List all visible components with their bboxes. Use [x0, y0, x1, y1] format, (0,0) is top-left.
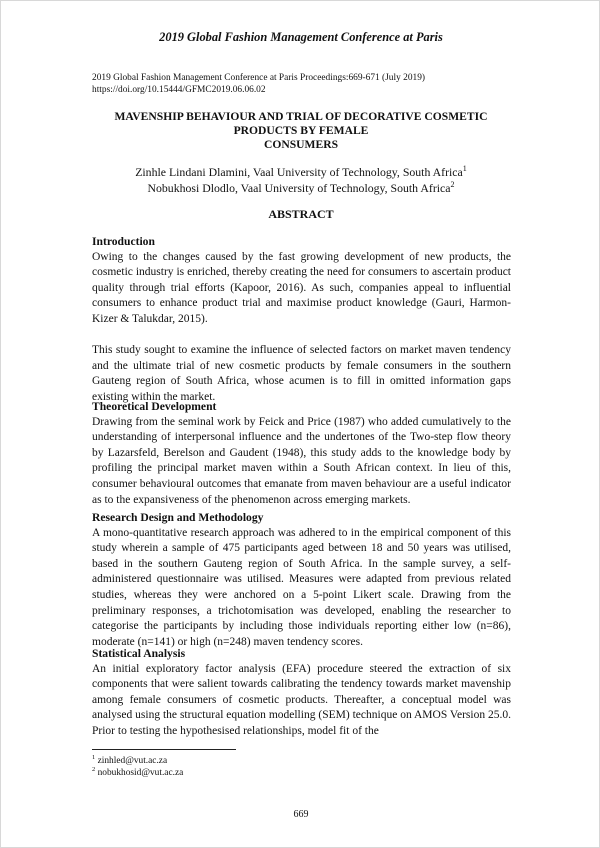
footnote-marker: 2 [92, 766, 96, 773]
section-heading: Statistical Analysis [92, 647, 186, 660]
doi-link[interactable]: https://doi.org/10.15444/GFMC2019.06.06.02 [92, 84, 266, 95]
section-introduction [92, 234, 511, 406]
section-theoretical-development [92, 399, 511, 508]
abstract-heading: ABSTRACT [268, 207, 334, 221]
paragraph: A mono-quantitative research approach was adhered to in the empirical component of this study wherein a sample of 475 participants aged between 18 and 50 years was utilised, based in the southern Gauteng region of South Africa. In the sample survey, a self-administered questionnaire was utilised. Measures were adapted from previous related studies, whereas they were anchored on a 5-point Likert scale. Drawing from the preliminary responses, a trichotomisation was developed, enabling the researcher to categorise the participants by including those individuals reporting either low (n=86), moderate (n=141) or high (n=248) maven tendency scores. [92, 526, 511, 648]
paragraph: This study sought to examine the influence of selected factors on market maven tendency and the ultimate trial of new cosmetic products by female consumers in the southern Gauteng region of South Africa, whose acumen is to fill in omitted information gaps existing within the market. [92, 344, 511, 403]
title-line: PRODUCTS BY FEMALE [233, 124, 369, 137]
section-heading: Introduction [92, 235, 155, 248]
section-statistical-analysis [92, 646, 511, 740]
title-line: CONSUMERS [263, 138, 339, 151]
author-affiliation: Zinhle Lindani Dlamini, Vaal University of Technology, South Africa [135, 165, 463, 179]
paragraph: Owing to the changes caused by the fast growing development of new products, the cosmetic industry is enriched, thereby creating the need for consumers to ascertain product quality through trial efforts (Kapoor, 2016). As such, companies appeal to influential consumers to enhance product trial and maximise product knowledge (Gauri, Harmon-Kizer & Talukdar, 2015). [92, 250, 511, 325]
footnote-email[interactable]: nobukhosid@vut.ac.za [97, 768, 184, 778]
footnote-marker: 2 [450, 180, 455, 189]
section-heading: Theoretical Development [92, 400, 217, 413]
page-number: 669 [293, 809, 309, 820]
footnote-divider [92, 749, 236, 750]
section-research-design [92, 510, 511, 650]
proceedings-info [92, 73, 425, 96]
footnote-marker: 1 [92, 754, 96, 761]
footnote [92, 767, 183, 779]
paragraph: An initial exploratory factor analysis (EFA) procedure steered the extraction of six components that were salient towards calibrating the tendency towards market mavenship among female consumers of cosmetic products. Thereafter, a conceptual model was analysed using the structural equation modelling (SEM) technique on AMOS Version 25.0. Prior to testing the hypothesised relationships, model fit of the [92, 662, 511, 737]
footnote-marker: 1 [462, 164, 467, 173]
author-line [61, 164, 541, 180]
paper-title [61, 110, 541, 152]
proceedings-citation: 2019 Global Fashion Management Conference at Paris Proceedings:669-671 (July 2019) [92, 73, 426, 83]
author-list [61, 164, 541, 196]
running-header: 2019 Global Fashion Management Conference at Paris [159, 30, 443, 44]
author-line [61, 180, 541, 196]
title-line: MAVENSHIP BEHAVIOUR AND TRIAL OF DECORATIVE COSMETIC [114, 110, 488, 123]
section-heading: Research Design and Methodology [92, 511, 264, 524]
footnotes [92, 755, 183, 779]
footnote-email[interactable]: zinhled@vut.ac.za [97, 756, 168, 766]
footnote [92, 755, 183, 767]
author-affiliation: Nobukhosi Dlodlo, Vaal University of Technology, South Africa [147, 181, 451, 195]
paragraph: Drawing from the seminal work by Feick and Price (1987) who added cumulatively to the understanding of interpersonal influence and the undertones of the Two-step flow theory by Lazarsfeld, Berelson and Gaudent (1948), this study adds to the knowledge body by profiling the principal market maven within a South African context. In lieu of this, consumer behavioural outcomes that emanate from maven behaviour are a useful indicator as to the expansiveness of the phenomenon across emerging markets. [92, 415, 511, 506]
